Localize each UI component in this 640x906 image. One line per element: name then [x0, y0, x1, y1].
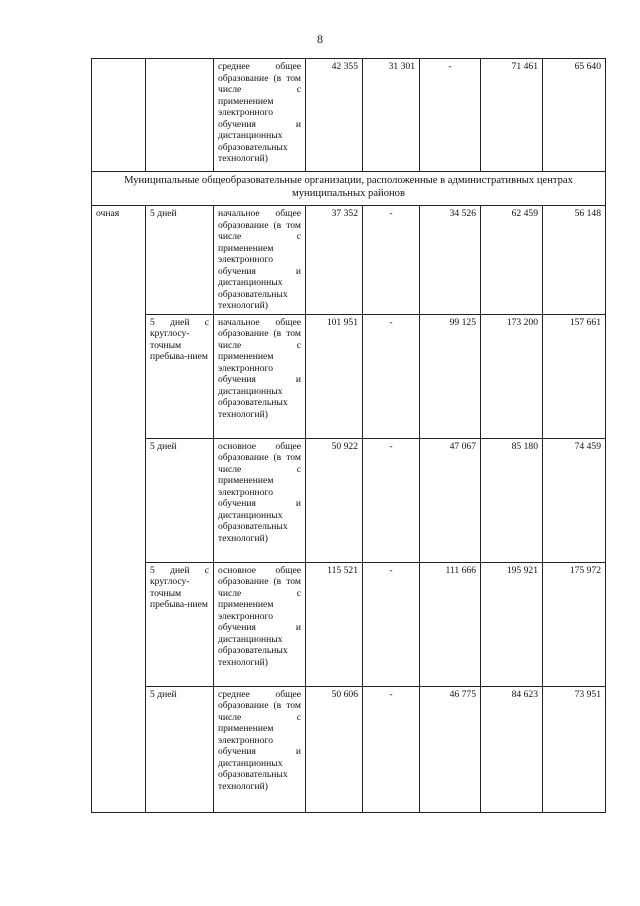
value-cell: -: [363, 314, 420, 438]
table-row: [92, 686, 606, 812]
value-cell: 115 521: [306, 562, 363, 686]
value-cell: 111 666: [420, 562, 481, 686]
value-cell: 157 661: [543, 314, 606, 438]
value-cell: -: [363, 438, 420, 562]
form-cell: очная: [92, 206, 146, 813]
section-title: Муниципальные общеобразовательные организации, расположенные в административных центрах муниципальных районов: [92, 172, 606, 206]
value-cell: -: [363, 562, 420, 686]
value-cell: 31 301: [363, 59, 420, 172]
cost-table: [91, 58, 606, 813]
value-cell: 101 951: [306, 314, 363, 438]
value-cell: 50 922: [306, 438, 363, 562]
value-cell: 99 125: [420, 314, 481, 438]
value-cell: 175 972: [543, 562, 606, 686]
value-cell: 65 640: [543, 59, 606, 172]
value-cell: 74 459: [543, 438, 606, 562]
education-cell: основное общее образование (в том числе с применением электронного обучения и дистанционных образовательных технологий): [214, 438, 306, 562]
value-cell: -: [363, 206, 420, 315]
table-row: [92, 206, 606, 315]
table-row: [92, 562, 606, 686]
mode-cell: 5 дней с круглосу-точным пребыва-нием: [146, 314, 214, 438]
value-cell: -: [363, 686, 420, 812]
value-cell: 34 526: [420, 206, 481, 315]
value-cell: 42 355: [306, 59, 363, 172]
value-cell: 85 180: [481, 438, 543, 562]
mode-cell: 5 дней с круглосу-точным пребыва-нием: [146, 562, 214, 686]
education-cell: среднее общее образование (в том числе с применением электронного обучения и дистанционных образовательных технологий): [214, 59, 306, 172]
form-cell: [92, 59, 146, 172]
table-row: [92, 438, 606, 562]
value-cell: 46 775: [420, 686, 481, 812]
mode-cell: 5 дней: [146, 686, 214, 812]
value-cell: 71 461: [481, 59, 543, 172]
value-cell: 173 200: [481, 314, 543, 438]
education-cell: начальное общее образование (в том числе с применением электронного обучения и дистанционных образовательных технологий): [214, 314, 306, 438]
value-cell: 47 067: [420, 438, 481, 562]
education-cell: начальное общее образование (в том числе с применением электронного обучения и дистанционных образовательных технологий): [214, 206, 306, 315]
mode-cell: [146, 59, 214, 172]
value-cell: 62 459: [481, 206, 543, 315]
value-cell: 50 606: [306, 686, 363, 812]
value-cell: 84 623: [481, 686, 543, 812]
table-row: [92, 314, 606, 438]
value-cell: 195 921: [481, 562, 543, 686]
value-cell: 37 352: [306, 206, 363, 315]
value-cell: 56 148: [543, 206, 606, 315]
value-cell: -: [420, 59, 481, 172]
section-row: [92, 172, 606, 206]
page-number: 8: [317, 32, 323, 46]
education-cell: среднее общее образование (в том числе с применением электронного обучения и дистанционных образовательных технологий): [214, 686, 306, 812]
table-row: [92, 59, 606, 172]
mode-cell: 5 дней: [146, 206, 214, 315]
education-cell: основное общее образование (в том числе с применением электронного обучения и дистанционных образовательных технологий): [214, 562, 306, 686]
value-cell: 73 951: [543, 686, 606, 812]
mode-cell: 5 дней: [146, 438, 214, 562]
